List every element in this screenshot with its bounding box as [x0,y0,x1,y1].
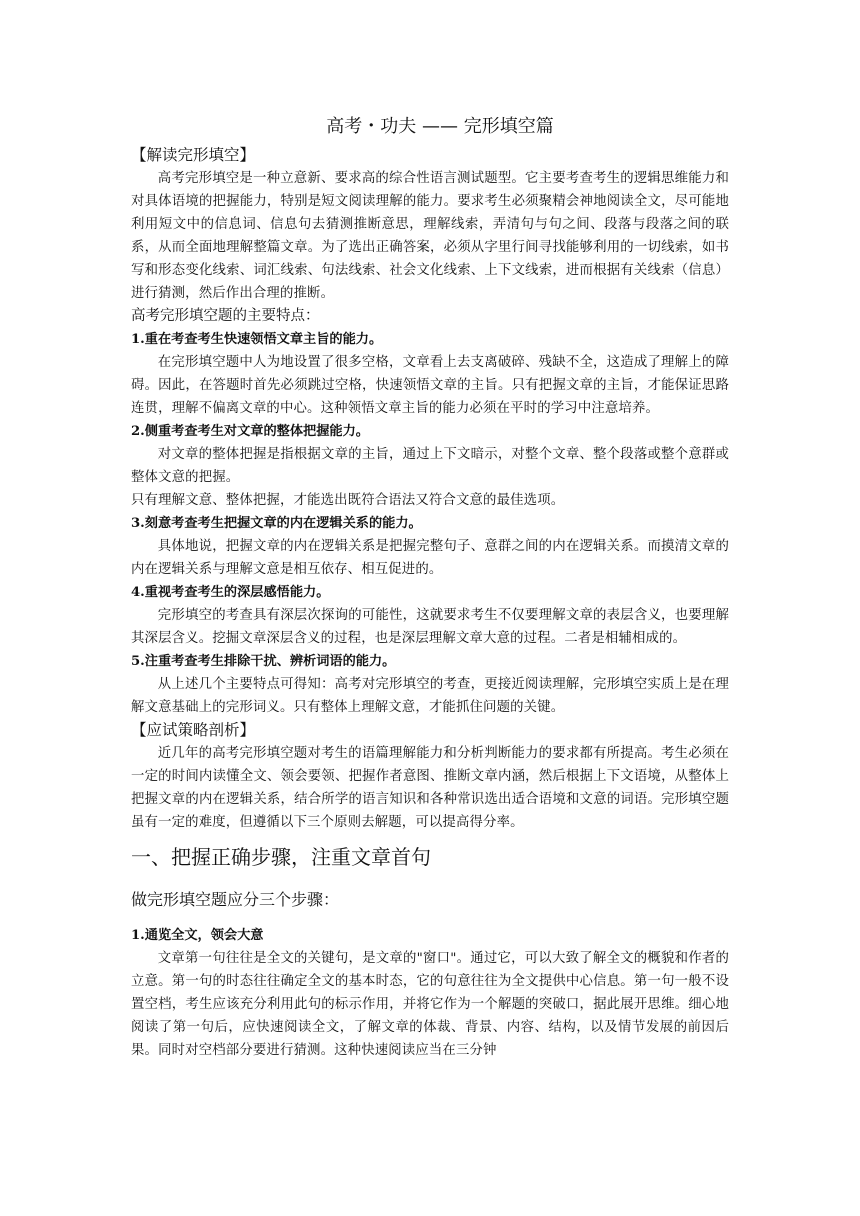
point-1-heading: 1.重在考查考生快速领悟文章主旨的能力。 [131,332,383,347]
document-title: 高考・功夫 —— 完形填空篇 [326,116,554,137]
point-2-extra-paragraph: 只有理解文意、整体把握，才能选出既符合语法又符合文意的最佳选项。 [131,493,565,508]
features-heading: 高考完形填空题的主要特点： [131,308,320,324]
point-3-paragraph: 具体地说，把握文章的内在逻辑关系是把握完整句子、意群之间的内在逻辑关系。而摸清文章的内在逻辑关系与理解文意是相互依存、相互促进的。 [131,539,729,577]
steps-heading: 做完形填空题应分三个步骤： [131,890,340,909]
document-page [131,112,729,1062]
point-4-heading: 4.重视考查考生的深层感悟能力。 [131,585,330,600]
point-2-heading: 2.侧重考查考生对文章的整体把握能力。 [131,424,369,439]
strategy-paragraph: 近几年的高考完形填空题对考生的语篇理解能力和分析判断能力的要求都有所提高。考生必须在一定的时间内读懂全文、领会要领、把握作者意图、推断文章内涵，然后根据上下文语境，从整体上把握文章的内在逻辑关系，结合所学的语言知识和各种常识选出适合语境和文意的词语。完形填空题虽有一定的难度，但遵循以下三个原则去解题，可以提高得分率。 [131,746,729,830]
step-1-heading: 1.通览全文，领会大意 [131,928,264,943]
part-1-heading: 一、把握正确步骤，注重文章首句 [131,845,431,869]
point-3-heading: 3.刻意考查考生把握文章的内在逻辑关系的能力。 [131,516,422,531]
intro-paragraph: 高考完形填空是一种立意新、要求高的综合性语言测试题型。它主要考查考生的逻辑思维能力和对具体语境的把握能力，特别是短文阅读理解的能力。要求考生必须聚精会神地阅读全文，尽可能地利用短文中的信息词、信息句去猜测推断意思，理解线索，弄清句与句之间、段落与段落之间的联系，从而全面地理解整篇文章。为了选出正确答案，必须从字里行间寻找能够利用的一切线索，如书写和形态变化线索、词汇线索、句法线索、社会文化线索、上下文线索，进而根据有关线索（信息）进行猜测，然后作出合理的推断。 [131,171,729,301]
point-5-heading: 5.注重考查考生排除干扰、辨析词语的能力。 [131,654,396,669]
point-5-paragraph: 从上述几个主要特点可得知：高考对完形填空的考查，更接近阅读理解，完形填空实质上是在理解文意基础上的完形词义。只有整体上理解文意，才能抓住问题的关键。 [131,677,729,715]
point-4-paragraph: 完形填空的考查具有深层次探询的可能性，这就要求考生不仅要理解文章的表层含义，也要理解其深层含义。挖掘文章深层含义的过程，也是深层理解文章大意的过程。二者是相辅相成的。 [131,608,729,646]
point-2-paragraph: 对文章的整体把握是指根据文章的主旨，通过上下文暗示，对整个文章、整个段落或整个意群或整体文意的把握。 [131,447,729,485]
point-1-paragraph: 在完形填空题中人为地设置了很多空格，文章看上去支离破碎、残缺不全，这造成了理解上的障碍。因此，在答题时首先必须跳过空格，快速领悟文章的主旨。只有把握文章的主旨，才能保证思路连贯，理解不偏离文章的中心。这种领悟文章主旨的能力必须在平时的学习中注意培养。 [131,355,729,416]
step-1-paragraph: 文章第一句往往是全文的关键句，是文章的"窗口"。通过它，可以大致了解全文的概貌和作者的立意。第一句的时态往往确定全文的基本时态，它的句意往往为全文提供中心信息。第一句一般不设置空档，考生应该充分利用此句的标示作用，并将它作为一个解题的突破口，据此展开思维。细心地阅读了第一句后，应快速阅读全文，了解文章的体裁、背景、内容、结构，以及情节发展的前因后果。同时对空档部分要进行猜测。这种快速阅读应当在三分钟 [131,951,729,1058]
section-heading-interpretation: 【解读完形填空】 [131,146,256,164]
section-heading-strategy: 【应试策略剖析】 [131,721,256,739]
